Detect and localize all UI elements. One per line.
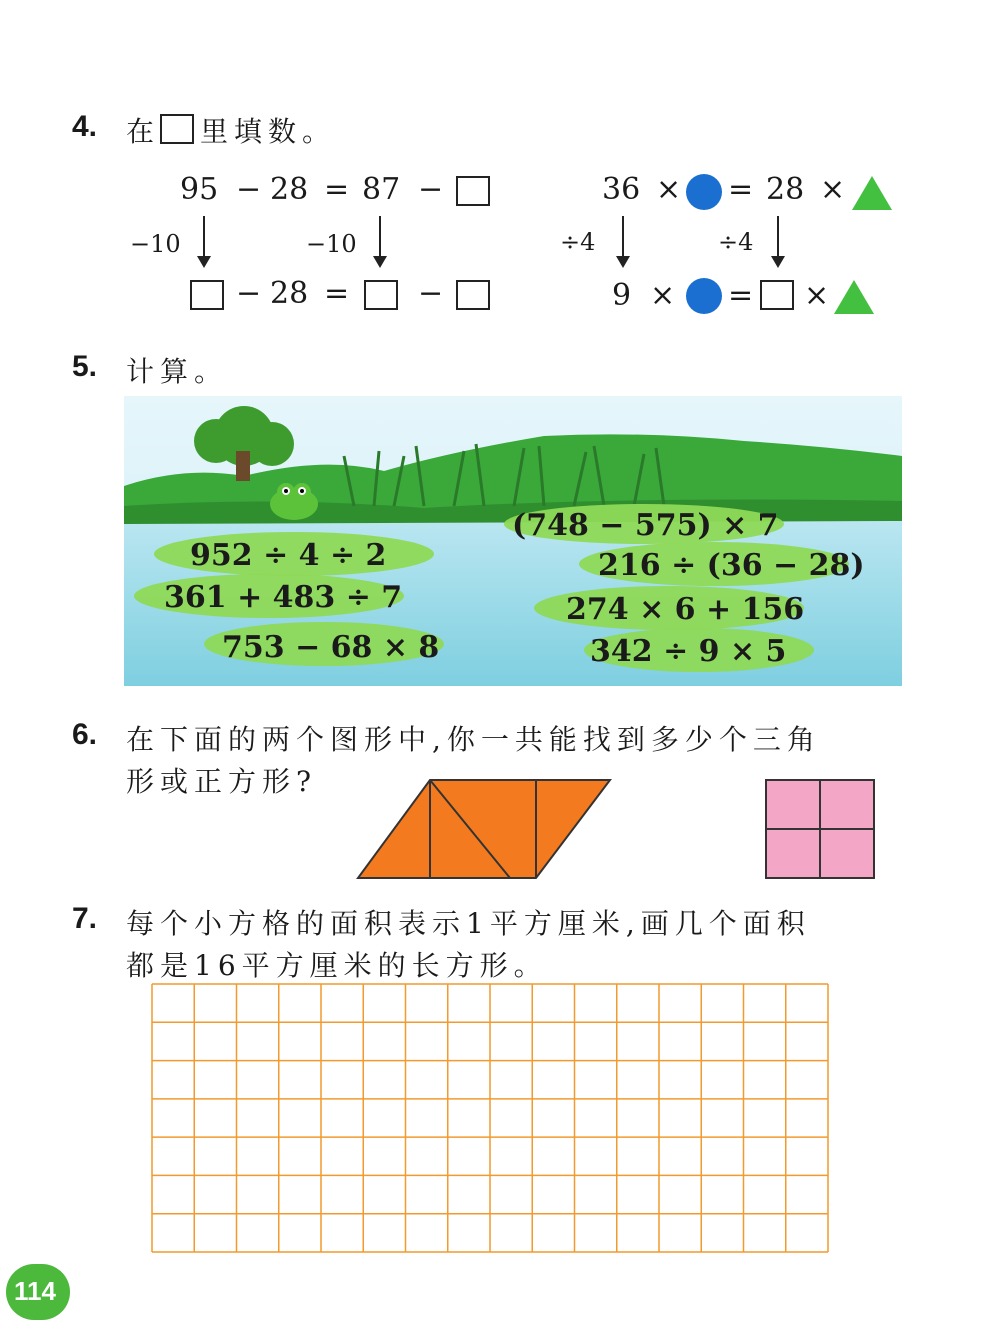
right-op-label-1: ÷4 (560, 228, 596, 256)
right-op-label-2: ÷4 (718, 228, 754, 256)
expression-7: 342 ÷ 9 × 5 (590, 634, 787, 669)
grid-paper[interactable] (150, 982, 830, 1254)
right-row1-times2: × (820, 172, 846, 207)
question-4-instruction-suffix: 里填数。 (200, 115, 337, 148)
left-row2-answer-box-2[interactable] (364, 280, 398, 310)
right-row2-eq: = (728, 278, 754, 313)
right-row2-times2: × (804, 278, 830, 313)
instruction-blank-box (160, 114, 194, 144)
left-row2-answer-box-1[interactable] (190, 280, 224, 310)
blue-circle-icon (686, 278, 722, 314)
left-row2-op1: − (236, 276, 262, 311)
question-4-number: 4. (72, 110, 98, 143)
down-arrow (622, 216, 624, 266)
left-row2-eq: = (324, 276, 350, 311)
page-number: 114 (14, 1276, 56, 1306)
down-arrow (379, 216, 381, 266)
question-6-number: 6. (72, 718, 98, 751)
green-triangle-icon (852, 176, 892, 210)
down-arrow (203, 216, 205, 266)
question-7-line-1: 每个小方格的面积表示1平方厘米,画几个面积 (126, 907, 811, 940)
left-row1-answer-box[interactable] (456, 176, 490, 206)
green-triangle-icon (834, 280, 874, 314)
expression-3: 753 − 68 × 8 (222, 630, 440, 665)
left-row2-num: 28 (270, 276, 309, 311)
question-7-line-2: 都是16平方厘米的长方形。 (126, 949, 548, 982)
left-op-label-1: −10 (130, 230, 181, 258)
square-figure (764, 778, 876, 880)
left-row1-num2: 28 (270, 172, 309, 207)
expression-1: 952 ÷ 4 ÷ 2 (190, 538, 387, 573)
right-row1-eq: = (728, 172, 754, 207)
right-row1-num1: 36 (602, 172, 641, 207)
question-4-instruction-prefix: 在 (126, 115, 161, 148)
expression-4: (748 − 575) × 7 (512, 508, 779, 543)
left-row2-op2: − (418, 276, 444, 311)
left-row1-op1: − (236, 172, 262, 207)
question-6-line-2: 形或正方形? (126, 765, 318, 798)
question-6-line-1: 在下面的两个图形中,你一共能找到多少个三角 (126, 723, 821, 756)
right-row2-times1: × (650, 278, 676, 313)
left-row1-op2: − (418, 172, 444, 207)
blue-circle-icon (686, 174, 722, 210)
left-op-label-2: −10 (306, 230, 357, 258)
question-5-number: 5. (72, 350, 98, 383)
expression-6: 274 × 6 + 156 (566, 592, 805, 627)
left-row1-num1: 95 (180, 172, 219, 207)
right-row2-answer-box[interactable] (760, 280, 794, 310)
right-row1-times1: × (656, 172, 682, 207)
right-row2-num: 9 (612, 278, 632, 313)
left-row1-eq: = (324, 172, 350, 207)
question-7-number: 7. (72, 902, 98, 935)
parallelogram-figure (356, 778, 612, 880)
left-row2-answer-box-3[interactable] (456, 280, 490, 310)
expression-5: 216 ÷ (36 − 28) (598, 548, 865, 583)
left-row1-num3: 87 (362, 172, 401, 207)
right-row1-num2: 28 (766, 172, 805, 207)
question-5-instruction: 计算。 (126, 355, 229, 388)
expression-2: 361 + 483 ÷ 7 (164, 580, 403, 615)
down-arrow (777, 216, 779, 266)
